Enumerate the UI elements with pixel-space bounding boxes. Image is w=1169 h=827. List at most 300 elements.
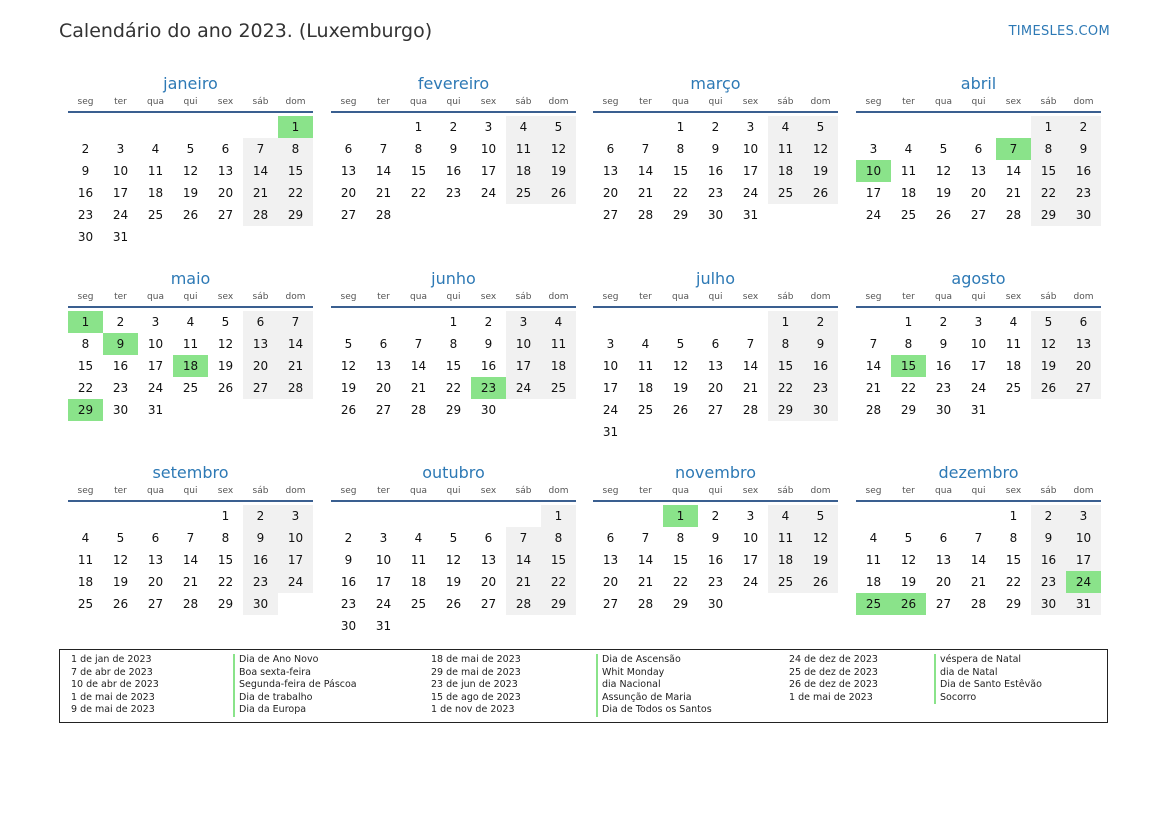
day-cell: 9	[803, 333, 838, 355]
weekday-header: ter	[114, 97, 127, 107]
day-cell: 22	[77, 381, 94, 395]
day-cell: 24	[506, 377, 541, 399]
month-grid	[856, 95, 1101, 226]
weekday-header: dom	[810, 486, 831, 496]
day-cell: 13	[602, 164, 619, 178]
day-cell: 3	[606, 337, 615, 351]
day-cell: 28	[375, 208, 392, 222]
day-cell: 13	[707, 359, 724, 373]
day-cell: 26	[803, 182, 838, 204]
holiday-day-cell: 15	[891, 355, 926, 377]
day-cell: 31	[112, 230, 129, 244]
empty-cell	[628, 505, 663, 527]
weekday-header: sáb	[1040, 486, 1057, 496]
day-cell: 2	[711, 509, 720, 523]
header-rule	[68, 111, 313, 113]
day-cell: 28	[970, 597, 987, 611]
empty-cell	[138, 116, 173, 138]
weekday-header: qua	[410, 486, 427, 496]
day-cell: 26	[340, 403, 357, 417]
day-cell: 10	[112, 164, 129, 178]
day-cell: 21	[410, 381, 427, 395]
day-cell: 30	[112, 403, 129, 417]
weekday-header: ter	[114, 292, 127, 302]
day-cell: 25	[768, 182, 803, 204]
header-rule	[593, 111, 838, 113]
day-cell: 8	[278, 138, 313, 160]
legend-date: 25 de dez de 2023	[789, 666, 878, 678]
day-cell: 24	[742, 186, 759, 200]
holiday-day-cell: 25	[856, 593, 891, 615]
legend-holiday: véspera de Natal	[934, 654, 1042, 667]
day-cell: 29	[900, 403, 917, 417]
day-cell: 20	[480, 575, 497, 589]
day-cell: 22	[278, 182, 313, 204]
day-cell: 6	[243, 311, 278, 333]
weekday-header: sex	[217, 97, 234, 107]
day-cell: 26	[112, 597, 129, 611]
empty-cell	[331, 505, 366, 527]
day-cell: 15	[77, 359, 94, 373]
header-rule	[856, 111, 1101, 113]
day-cell: 15	[768, 355, 803, 377]
day-cell: 16	[803, 355, 838, 377]
day-cell: 22	[217, 575, 234, 589]
day-cell: 23	[243, 571, 278, 593]
month-name: janeiro	[163, 74, 218, 93]
legend-date: 1 de jan de 2023	[71, 654, 152, 665]
weekday-header: qui	[183, 292, 198, 302]
weekday-header: seg	[602, 292, 619, 302]
weekday-header: qui	[708, 292, 723, 302]
day-cell: 3	[506, 311, 541, 333]
day-cell: 9	[1066, 138, 1101, 160]
day-cell: 13	[1066, 333, 1101, 355]
day-cell: 10	[278, 527, 313, 549]
weekday-header: sex	[217, 292, 234, 302]
day-cell: 5	[676, 337, 685, 351]
day-cell: 21	[970, 575, 987, 589]
day-cell: 12	[803, 138, 838, 160]
day-cell: 4	[81, 531, 90, 545]
day-cell: 5	[904, 531, 913, 545]
day-cell: 21	[637, 186, 654, 200]
day-cell: 4	[414, 531, 423, 545]
day-cell: 23	[707, 575, 724, 589]
day-cell: 21	[1005, 186, 1022, 200]
day-cell: 26	[541, 182, 576, 204]
day-cell: 8	[81, 337, 90, 351]
weekday-header: qui	[446, 486, 461, 496]
day-cell: 9	[449, 142, 458, 156]
weekday-header: qui	[971, 292, 986, 302]
day-cell: 2	[449, 120, 458, 134]
weekday-header: dom	[548, 292, 569, 302]
day-cell: 14	[742, 359, 759, 373]
weekday-header: qui	[183, 486, 198, 496]
day-cell: 6	[606, 531, 615, 545]
day-cell: 5	[344, 337, 353, 351]
weekday-header: sex	[742, 97, 759, 107]
day-cell: 13	[217, 164, 234, 178]
day-cell: 23	[445, 186, 462, 200]
weekday-header: dom	[548, 486, 569, 496]
month-name: novembro	[675, 463, 756, 482]
legend-dates-2	[431, 654, 521, 717]
day-cell: 22	[1031, 182, 1066, 204]
header-rule	[593, 500, 838, 502]
day-cell: 8	[541, 527, 576, 549]
day-cell: 15	[672, 164, 689, 178]
day-cell: 18	[768, 160, 803, 182]
weekday-header: dom	[810, 292, 831, 302]
holiday-day-cell: 1	[663, 505, 698, 527]
day-cell: 13	[375, 359, 392, 373]
legend-holiday: Dia de Santo Estêvão	[934, 679, 1042, 692]
day-cell: 16	[480, 359, 497, 373]
weekday-header: qua	[672, 97, 689, 107]
day-cell: 20	[602, 186, 619, 200]
weekday-header: dom	[1073, 292, 1094, 302]
day-cell: 10	[375, 553, 392, 567]
day-cell: 6	[939, 531, 948, 545]
day-cell: 24	[602, 403, 619, 417]
weekday-header: sex	[1005, 292, 1022, 302]
weekday-header: qua	[147, 486, 164, 496]
month-12	[856, 462, 1101, 615]
day-cell: 25	[900, 208, 917, 222]
day-cell: 14	[506, 549, 541, 571]
day-cell: 19	[541, 160, 576, 182]
day-cell: 28	[278, 377, 313, 399]
day-cell: 25	[147, 208, 164, 222]
weekday-header: qua	[410, 292, 427, 302]
weekday-header: ter	[639, 292, 652, 302]
header-rule	[331, 306, 576, 308]
weekday-header: seg	[865, 292, 882, 302]
day-cell: 30	[935, 403, 952, 417]
month-grid	[68, 290, 313, 421]
empty-cell	[243, 116, 278, 138]
empty-cell	[401, 505, 436, 527]
day-cell: 7	[641, 142, 650, 156]
legend-date: 29 de mai de 2023	[431, 666, 521, 678]
day-cell: 15	[541, 549, 576, 571]
day-cell: 3	[151, 315, 160, 329]
day-cell: 18	[1005, 359, 1022, 373]
day-cell: 5	[449, 531, 458, 545]
day-cell: 11	[865, 553, 882, 567]
day-cell: 6	[379, 337, 388, 351]
empty-cell	[208, 116, 243, 138]
day-cell: 10	[742, 531, 759, 545]
day-cell: 2	[81, 142, 90, 156]
day-cell: 18	[865, 575, 882, 589]
day-cell: 7	[186, 531, 195, 545]
day-cell: 5	[186, 142, 195, 156]
day-cell: 4	[541, 311, 576, 333]
day-cell: 9	[711, 531, 720, 545]
day-cell: 12	[900, 553, 917, 567]
day-cell: 31	[147, 403, 164, 417]
empty-cell	[68, 116, 103, 138]
day-cell: 10	[742, 142, 759, 156]
weekday-header: ter	[377, 292, 390, 302]
day-cell: 27	[602, 208, 619, 222]
legend-holiday: Socorro	[934, 692, 1042, 705]
day-cell: 11	[1005, 337, 1022, 351]
empty-cell	[593, 311, 628, 333]
day-cell: 12	[340, 359, 357, 373]
day-cell: 7	[414, 337, 423, 351]
day-cell: 19	[803, 160, 838, 182]
weekday-header: ter	[114, 486, 127, 496]
month-name: agosto	[951, 269, 1006, 288]
weekday-header: qui	[971, 97, 986, 107]
empty-cell	[891, 116, 926, 138]
legend-names-2	[596, 654, 712, 717]
day-cell: 15	[445, 359, 462, 373]
day-cell: 23	[1066, 182, 1101, 204]
day-cell: 30	[707, 208, 724, 222]
weekday-header: ter	[639, 97, 652, 107]
day-cell: 15	[410, 164, 427, 178]
day-cell: 6	[711, 337, 720, 351]
header-rule	[331, 500, 576, 502]
day-cell: 28	[637, 208, 654, 222]
day-cell: 26	[1031, 377, 1066, 399]
legend-holiday: Dia da Europa	[233, 704, 357, 717]
weekday-header: sex	[742, 292, 759, 302]
day-cell: 10	[147, 337, 164, 351]
day-cell: 21	[182, 575, 199, 589]
day-cell: 12	[112, 553, 129, 567]
day-cell: 23	[1031, 571, 1066, 593]
month-4	[856, 73, 1101, 226]
day-cell: 10	[480, 142, 497, 156]
day-cell: 19	[900, 575, 917, 589]
day-cell: 20	[707, 381, 724, 395]
weekday-header: qui	[708, 97, 723, 107]
weekday-header: qui	[446, 97, 461, 107]
day-cell: 7	[974, 531, 983, 545]
header-rule	[68, 306, 313, 308]
day-cell: 20	[935, 575, 952, 589]
day-cell: 17	[742, 164, 759, 178]
weekday-header: ter	[639, 486, 652, 496]
month-1	[68, 73, 313, 248]
day-cell: 25	[506, 182, 541, 204]
day-cell: 8	[904, 337, 913, 351]
day-cell: 22	[541, 571, 576, 593]
day-cell: 31	[375, 619, 392, 633]
day-cell: 25	[768, 571, 803, 593]
month-grid	[331, 290, 576, 421]
weekday-header: sáb	[515, 486, 532, 496]
day-cell: 31	[742, 208, 759, 222]
empty-cell	[856, 116, 891, 138]
day-cell: 24	[278, 571, 313, 593]
day-cell: 2	[1031, 505, 1066, 527]
header-rule	[68, 500, 313, 502]
weekday-header: ter	[902, 97, 915, 107]
weekday-header: sáb	[777, 292, 794, 302]
day-cell: 11	[768, 138, 803, 160]
day-cell: 29	[445, 403, 462, 417]
weekday-header: dom	[1073, 486, 1094, 496]
day-cell: 14	[243, 160, 278, 182]
weekday-header: sáb	[777, 486, 794, 496]
day-cell: 7	[379, 142, 388, 156]
day-cell: 26	[445, 597, 462, 611]
day-cell: 22	[672, 186, 689, 200]
day-cell: 28	[182, 597, 199, 611]
day-cell: 25	[637, 403, 654, 417]
empty-cell	[891, 505, 926, 527]
empty-cell	[961, 505, 996, 527]
day-cell: 3	[484, 120, 493, 134]
day-cell: 31	[602, 425, 619, 439]
day-cell: 20	[243, 355, 278, 377]
empty-cell	[733, 311, 768, 333]
empty-cell	[961, 116, 996, 138]
empty-cell	[103, 505, 138, 527]
day-cell: 14	[970, 553, 987, 567]
weekday-header: seg	[77, 292, 94, 302]
day-cell: 24	[375, 597, 392, 611]
weekday-header: sex	[1005, 486, 1022, 496]
month-name: outubro	[422, 463, 485, 482]
day-cell: 4	[869, 531, 878, 545]
weekday-header: qua	[410, 97, 427, 107]
day-cell: 3	[746, 120, 755, 134]
day-cell: 5	[221, 315, 230, 329]
day-cell: 15	[672, 553, 689, 567]
weekday-header: ter	[902, 486, 915, 496]
weekday-header: sex	[1005, 97, 1022, 107]
day-cell: 2	[116, 315, 125, 329]
month-name: abril	[960, 74, 997, 93]
legend-date: 1 de mai de 2023	[71, 691, 155, 703]
weekday-header: seg	[340, 292, 357, 302]
day-cell: 23	[77, 208, 94, 222]
legend-holiday: dia Nacional	[596, 679, 712, 692]
day-cell: 3	[278, 505, 313, 527]
weekday-header: ter	[377, 486, 390, 496]
month-name: maio	[170, 269, 211, 288]
day-cell: 30	[77, 230, 94, 244]
day-cell: 12	[672, 359, 689, 373]
day-cell: 13	[480, 553, 497, 567]
day-cell: 23	[340, 597, 357, 611]
weekday-header: sáb	[515, 292, 532, 302]
empty-cell	[856, 505, 891, 527]
day-cell: 1	[541, 505, 576, 527]
weekday-header: sáb	[777, 97, 794, 107]
day-cell: 24	[147, 381, 164, 395]
weekday-header: seg	[865, 97, 882, 107]
day-cell: 16	[445, 164, 462, 178]
holiday-day-cell: 26	[891, 593, 926, 615]
day-cell: 11	[637, 359, 654, 373]
day-cell: 3	[974, 315, 983, 329]
day-cell: 6	[1066, 311, 1101, 333]
day-cell: 29	[672, 597, 689, 611]
legend-holiday: Segunda-feira de Páscoa	[233, 679, 357, 692]
empty-cell	[173, 116, 208, 138]
legend-date: 1 de mai de 2023	[789, 691, 873, 703]
legend-holiday: Boa sexta-feira	[233, 667, 357, 680]
day-cell: 29	[1031, 204, 1066, 226]
weekday-header: sáb	[1040, 292, 1057, 302]
day-cell: 11	[77, 553, 94, 567]
day-cell: 11	[900, 164, 917, 178]
day-cell: 12	[541, 138, 576, 160]
day-cell: 4	[768, 505, 803, 527]
weekday-header: dom	[1073, 97, 1094, 107]
empty-cell	[628, 116, 663, 138]
holiday-day-cell: 18	[173, 355, 208, 377]
day-cell: 16	[707, 164, 724, 178]
day-cell: 21	[865, 381, 882, 395]
weekday-header: qui	[446, 292, 461, 302]
legend-date: 10 de abr de 2023	[71, 679, 159, 691]
day-cell: 6	[151, 531, 160, 545]
day-cell: 26	[935, 208, 952, 222]
day-cell: 8	[449, 337, 458, 351]
site-link[interactable]: TIMESLES.COM	[1008, 24, 1110, 39]
day-cell: 3	[116, 142, 125, 156]
day-cell: 3	[1066, 505, 1101, 527]
month-9	[68, 462, 313, 615]
weekday-header: sex	[217, 486, 234, 496]
month-grid	[856, 290, 1101, 421]
day-cell: 6	[221, 142, 230, 156]
day-cell: 17	[602, 381, 619, 395]
day-cell: 17	[375, 575, 392, 589]
day-cell: 2	[711, 120, 720, 134]
weekday-header: seg	[602, 486, 619, 496]
legend-date: 26 de dez de 2023	[789, 679, 878, 691]
day-cell: 30	[480, 403, 497, 417]
weekday-header: seg	[602, 97, 619, 107]
day-cell: 2	[1066, 116, 1101, 138]
day-cell: 8	[221, 531, 230, 545]
weekday-header: qui	[183, 97, 198, 107]
day-cell: 25	[182, 381, 199, 395]
weekday-header: dom	[548, 97, 569, 107]
day-cell: 4	[768, 116, 803, 138]
day-cell: 31	[970, 403, 987, 417]
day-cell: 14	[1005, 164, 1022, 178]
day-cell: 27	[480, 597, 497, 611]
header-rule	[856, 306, 1101, 308]
weekday-header: qui	[708, 486, 723, 496]
legend-holiday: Whit Monday	[596, 667, 712, 680]
day-cell: 27	[340, 208, 357, 222]
month-name: setembro	[152, 463, 229, 482]
weekday-header: seg	[340, 97, 357, 107]
day-cell: 23	[935, 381, 952, 395]
legend-date: 1 de nov de 2023	[431, 704, 515, 716]
empty-cell	[663, 311, 698, 333]
day-cell: 2	[939, 315, 948, 329]
day-cell: 7	[506, 527, 541, 549]
weekday-header: sáb	[252, 486, 269, 496]
day-cell: 16	[1066, 160, 1101, 182]
day-cell: 5	[803, 505, 838, 527]
day-cell: 25	[410, 597, 427, 611]
